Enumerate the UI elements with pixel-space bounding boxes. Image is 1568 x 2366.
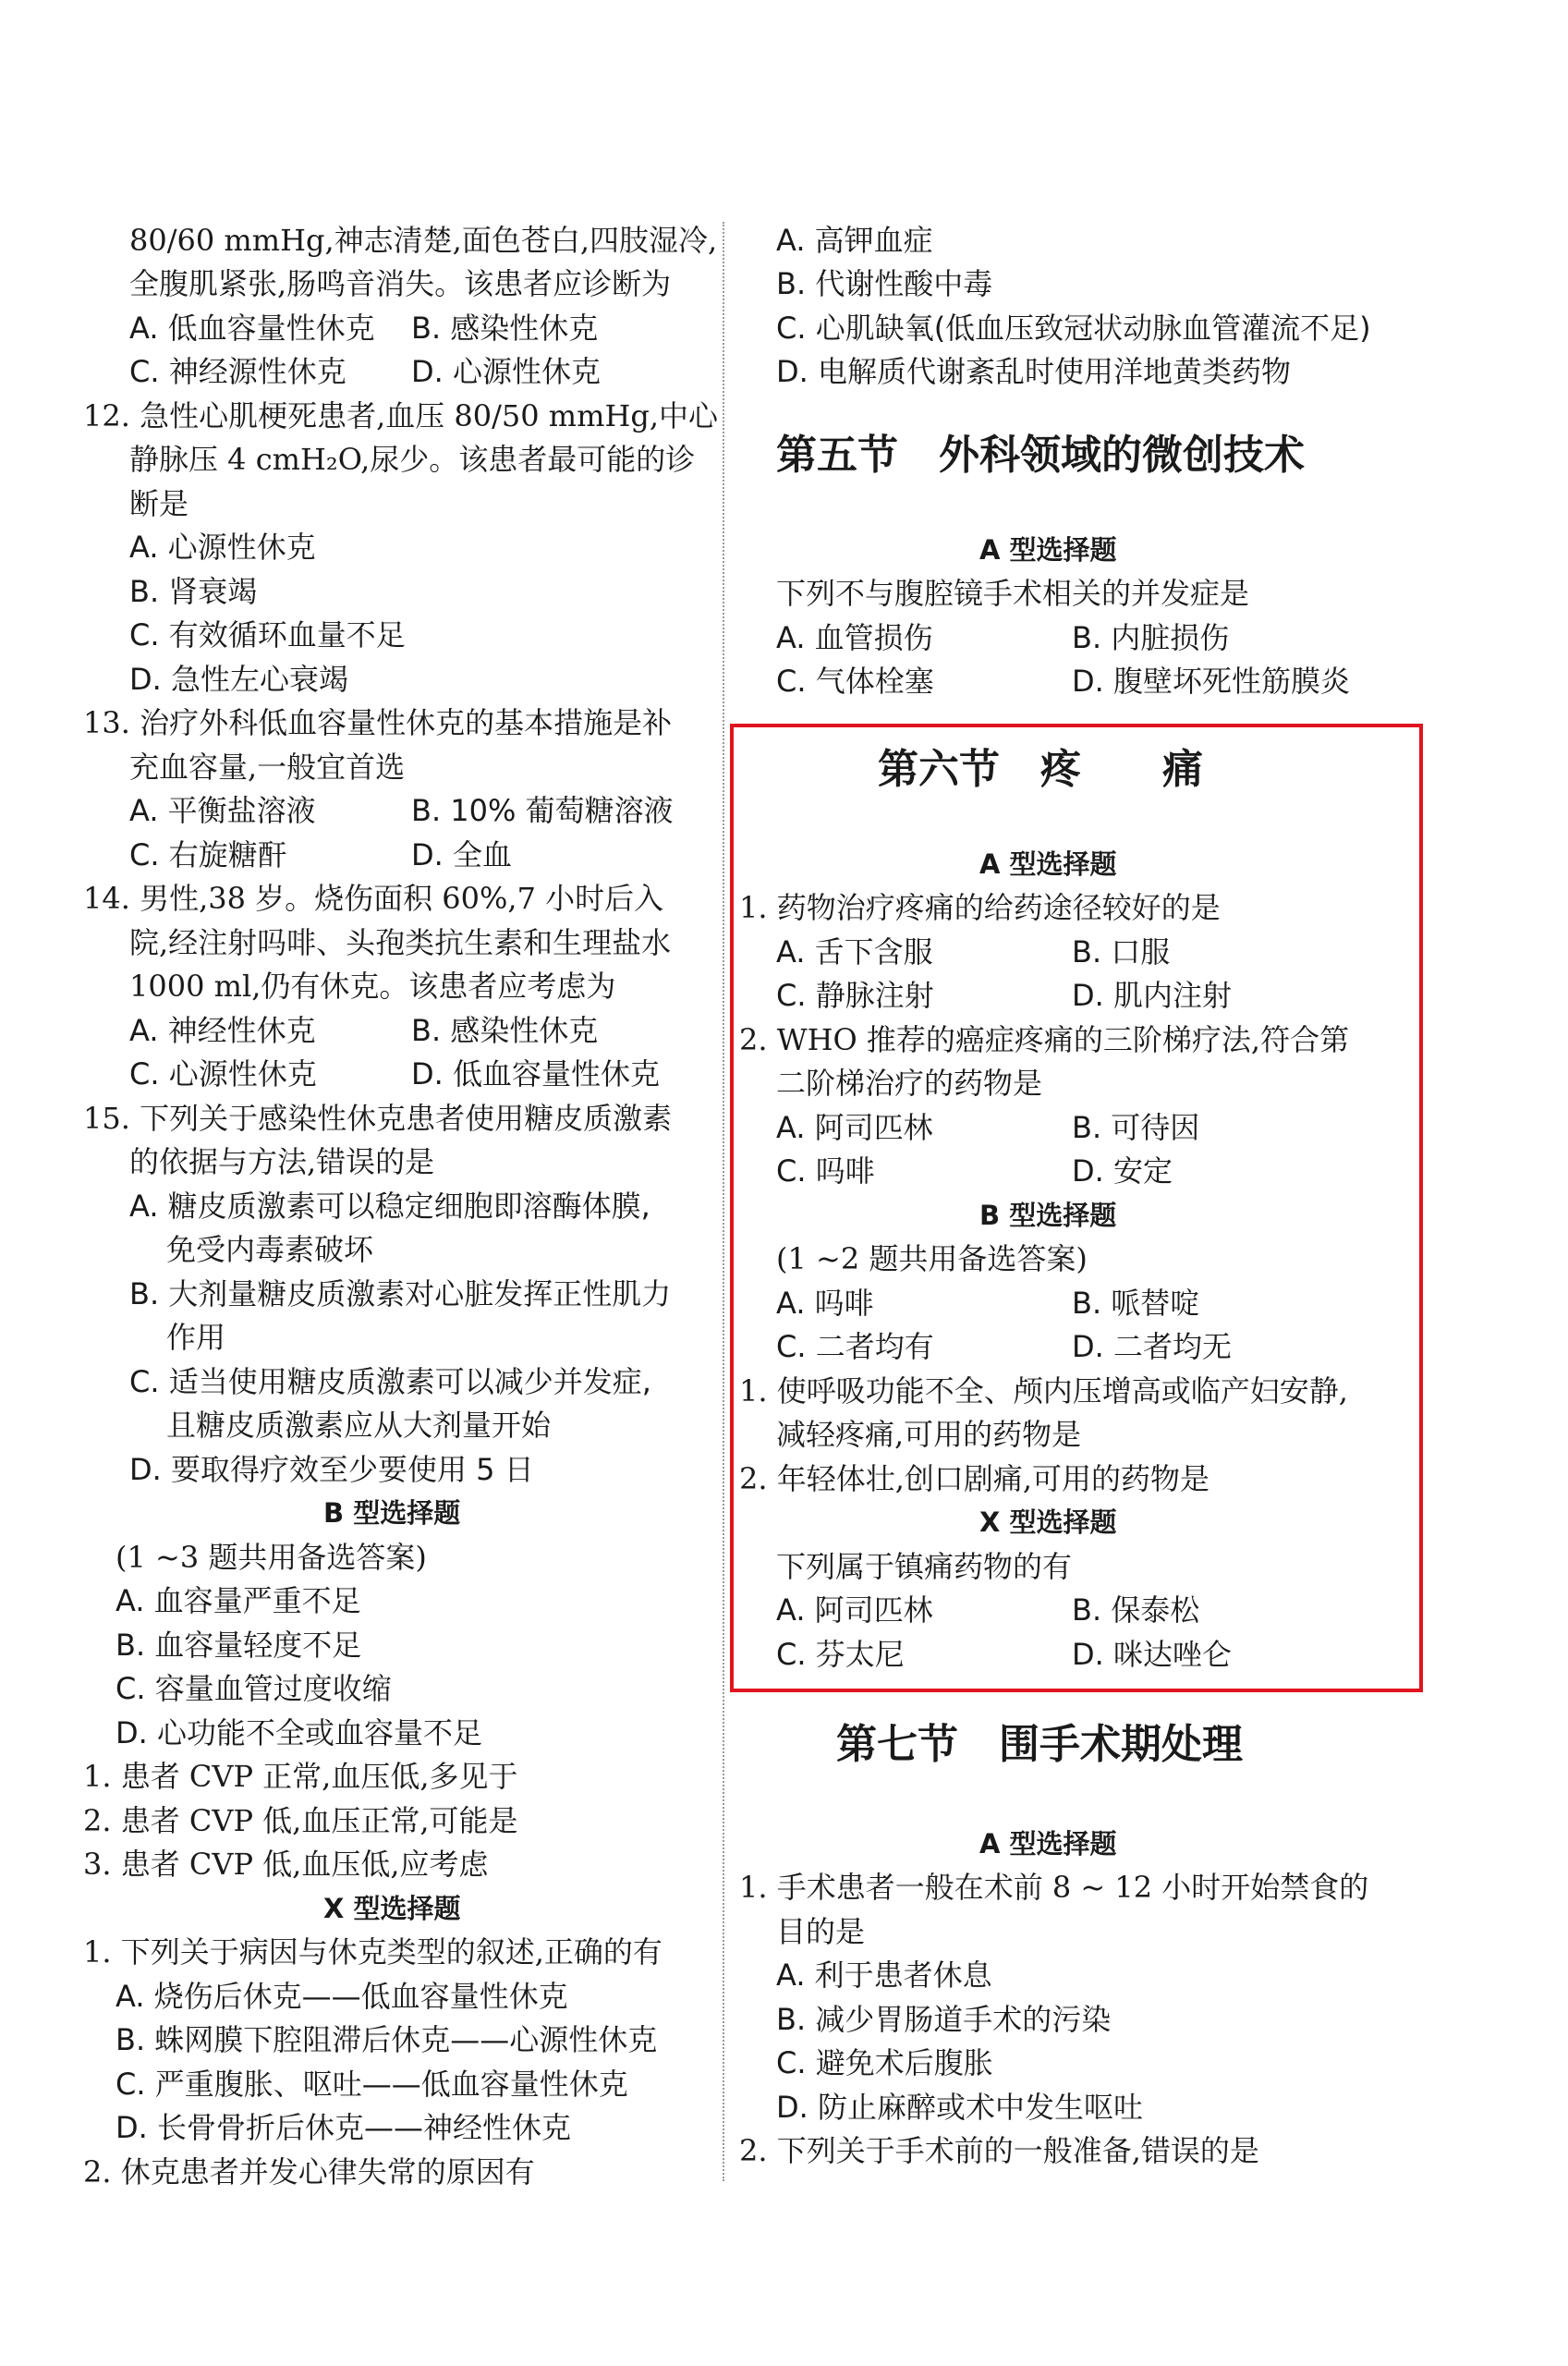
b-type-note: (1 ~3 题共用备选答案) [115, 1540, 427, 1575]
sec5-option-b: B. 内脏损伤 [1072, 620, 1230, 655]
sec6-a-heading: A 型选择题 [979, 848, 1117, 880]
q11-stem-line: 80/60 mmHg,神志清楚,面色苍白,四肢湿冷, [129, 223, 718, 258]
section-5-title: 第五节 外科领域的微创技术 [776, 432, 1305, 479]
x-q1-option-a: A. 烧伤后休克——低血容量性休克 [115, 1979, 568, 2014]
q12-stem-line: 断是 [129, 486, 189, 521]
q15-option-c-cont: 且糖皮质激素应从大剂量开始 [166, 1408, 552, 1443]
sec6-q1-option-a: A. 舌下含服 [776, 934, 933, 970]
sec7-q1-option-b: B. 减少胃肠道手术的污染 [776, 2002, 1112, 2037]
q13-option-c: C. 右旋糖酐 [129, 837, 287, 872]
sec6-q1-option-b: B. 口服 [1072, 934, 1171, 970]
sec5-a-heading: A 型选择题 [979, 534, 1117, 566]
b-option-c: C. 容量血管过度收缩 [115, 1671, 392, 1706]
q12-option-d: D. 急性左心衰竭 [129, 662, 348, 697]
sec7-q1-line: 1. 手术患者一般在术前 8 ~ 12 小时开始禁食的 [739, 1870, 1369, 1905]
sec5-option-d: D. 腹壁坏死性筋膜炎 [1072, 664, 1350, 699]
q11-option-c: C. 神经源性休克 [129, 354, 346, 389]
prev-option-c: C. 心肌缺氧(低血压致冠状动脉血管灌流不足) [776, 311, 1371, 346]
sec5-stem: 下列不与腹腔镜手术相关的并发症是 [776, 576, 1250, 611]
sec6-q2-option-b: B. 可待因 [1072, 1110, 1200, 1145]
q14-stem-line: 14. 男性,38 岁。烧伤面积 60%,7 小时后入 [83, 881, 664, 916]
sec6-x-option-a: A. 阿司匹林 [776, 1592, 933, 1628]
b-option-d: D. 心功能不全或血容量不足 [115, 1715, 482, 1750]
q11-option-a: A. 低血容量性休克 [129, 311, 375, 346]
q12-option-a: A. 心源性休克 [129, 530, 316, 565]
q13-option-a: A. 平衡盐溶液 [129, 793, 316, 828]
q15-option-b: B. 大剂量糖皮质激素对心脏发挥正性肌力 [129, 1276, 672, 1311]
b-option-b: B. 血容量轻度不足 [115, 1628, 362, 1663]
sec6-q2-option-a: A. 阿司匹林 [776, 1110, 933, 1145]
sec6-q1: 1. 药物治疗疼痛的给药途径较好的是 [739, 890, 1221, 925]
q12-option-c: C. 有效循环血量不足 [129, 617, 406, 652]
sec6-b-question-2: 2. 年轻体壮,创口剧痛,可用的药物是 [739, 1461, 1210, 1496]
sec6-b-option-d: D. 二者均无 [1072, 1329, 1232, 1364]
q13-option-d: D. 全血 [411, 837, 512, 872]
sec6-b-question-1-cont: 减轻疼痛,可用的药物是 [776, 1417, 1082, 1452]
sec7-q1-line: 目的是 [776, 1914, 866, 1949]
sec6-x-heading: X 型选择题 [979, 1506, 1117, 1538]
x-type-heading: X 型选择题 [323, 1893, 461, 1924]
q14-stem-line: 1000 ml,仍有休克。该患者应考虑为 [129, 969, 616, 1004]
sec7-a-heading: A 型选择题 [979, 1828, 1117, 1860]
sec5-option-c: C. 气体栓塞 [776, 664, 934, 699]
q14-option-b: B. 感染性休克 [411, 1013, 599, 1048]
q15-option-d: D. 要取得疗效至少要使用 5 日 [129, 1452, 534, 1487]
q15-stem-line: 的依据与方法,错误的是 [129, 1144, 435, 1179]
q13-stem-line: 13. 治疗外科低血容量性休克的基本措施是补 [83, 705, 673, 740]
b-option-a: A. 血容量严重不足 [115, 1583, 361, 1618]
q15-option-a: A. 糖皮质激素可以稳定细胞即溶酶体膜, [129, 1189, 650, 1224]
b-question-2: 2. 患者 CVP 低,血压正常,可能是 [83, 1803, 518, 1838]
prev-option-b: B. 代谢性酸中毒 [776, 266, 993, 301]
q11-option-b: B. 感染性休克 [411, 311, 599, 346]
sec6-q1-option-c: C. 静脉注射 [776, 978, 934, 1013]
sec6-x-option-c: C. 芬太尼 [776, 1637, 905, 1672]
q12-option-b: B. 肾衰竭 [129, 574, 258, 609]
sec6-q2-option-d: D. 安定 [1072, 1153, 1173, 1189]
sec6-x-option-b: B. 保泰松 [1072, 1592, 1200, 1628]
sec7-q1-option-d: D. 防止麻醉或术中发生呕吐 [776, 2090, 1143, 2125]
q12-stem-line: 静脉压 4 cmH₂O,尿少。该患者最可能的诊 [129, 442, 696, 477]
q13-stem-line: 充血容量,一般宜首选 [129, 750, 406, 785]
section-6-title: 第六节 疼 痛 [878, 746, 1203, 793]
section-6-highlight-box [730, 724, 1423, 1692]
q14-option-a: A. 神经性休克 [129, 1013, 316, 1048]
sec6-q2-line: 2. WHO 推荐的癌症疼痛的三阶梯疗法,符合第 [739, 1022, 1350, 1057]
q13-option-b: B. 10% 葡萄糖溶液 [411, 793, 674, 828]
sec7-q2: 2. 下列关于手术前的一般准备,错误的是 [739, 2133, 1259, 2168]
b-question-3: 3. 患者 CVP 低,血压低,应考虑 [83, 1847, 489, 1882]
sec6-x-option-d: D. 咪达唑仑 [1072, 1637, 1232, 1672]
x-q1-option-c: C. 严重腹胀、呕吐——低血容量性休克 [115, 2067, 628, 2102]
sec6-b-option-c: C. 二者均有 [776, 1329, 934, 1364]
q11-option-d: D. 心源性休克 [411, 354, 601, 389]
sec6-q2-line: 二阶梯治疗的药物是 [776, 1066, 1043, 1101]
sec6-q2-option-c: C. 吗啡 [776, 1153, 875, 1189]
q14-option-c: C. 心源性休克 [129, 1056, 317, 1092]
b-type-heading: B 型选择题 [323, 1497, 461, 1529]
q14-option-d: D. 低血容量性休克 [411, 1056, 660, 1092]
sec6-b-heading: B 型选择题 [979, 1200, 1117, 1231]
x-q1-option-d: D. 长骨骨折后休克——神经性休克 [115, 2110, 571, 2145]
prev-option-d: D. 电解质代谢紊乱时使用洋地黄类药物 [776, 354, 1291, 389]
q15-option-a-cont: 免受内毒素破坏 [166, 1232, 374, 1267]
q11-stem-line: 全腹肌紧张,肠鸣音消失。该患者应诊断为 [129, 266, 672, 301]
sec7-q1-option-c: C. 避免术后腹胀 [776, 2045, 993, 2080]
sec6-b-note: (1 ~2 题共用备选答案) [776, 1241, 1088, 1276]
q15-stem-line: 15. 下列关于感染性休克患者使用糖皮质激素 [83, 1101, 673, 1136]
sec6-x-stem: 下列属于镇痛药物的有 [776, 1549, 1073, 1584]
x-question-1: 1. 下列关于病因与休克类型的叙述,正确的有 [83, 1934, 662, 1970]
sec6-q1-option-d: D. 肌内注射 [1072, 978, 1232, 1013]
x-question-2: 2. 休克患者并发心律失常的原因有 [83, 2154, 535, 2189]
column-divider [723, 222, 724, 2181]
q15-option-c: C. 适当使用糖皮质激素可以减少并发症, [129, 1364, 651, 1399]
prev-option-a: A. 高钾血症 [776, 223, 933, 258]
q14-stem-line: 院,经注射吗啡、头孢类抗生素和生理盐水 [129, 925, 672, 960]
sec6-b-option-a: A. 吗啡 [776, 1286, 874, 1321]
sec6-b-option-b: B. 哌替啶 [1072, 1286, 1200, 1321]
x-q1-option-b: B. 蛛网膜下腔阻滞后休克——心源性休克 [115, 2022, 658, 2057]
q15-option-b-cont: 作用 [166, 1320, 226, 1355]
section-7-title: 第七节 围手术期处理 [836, 1721, 1243, 1768]
b-question-1: 1. 患者 CVP 正常,血压低,多见于 [83, 1759, 518, 1794]
sec7-q1-option-a: A. 利于患者休息 [776, 1957, 992, 1993]
sec6-b-question-1: 1. 使呼吸功能不全、颅内压增高或临产妇安静, [739, 1373, 1348, 1409]
q12-stem-line: 12. 急性心肌梗死患者,血压 80/50 mmHg,中心 [83, 398, 719, 433]
sec5-option-a: A. 血管损伤 [776, 620, 933, 655]
